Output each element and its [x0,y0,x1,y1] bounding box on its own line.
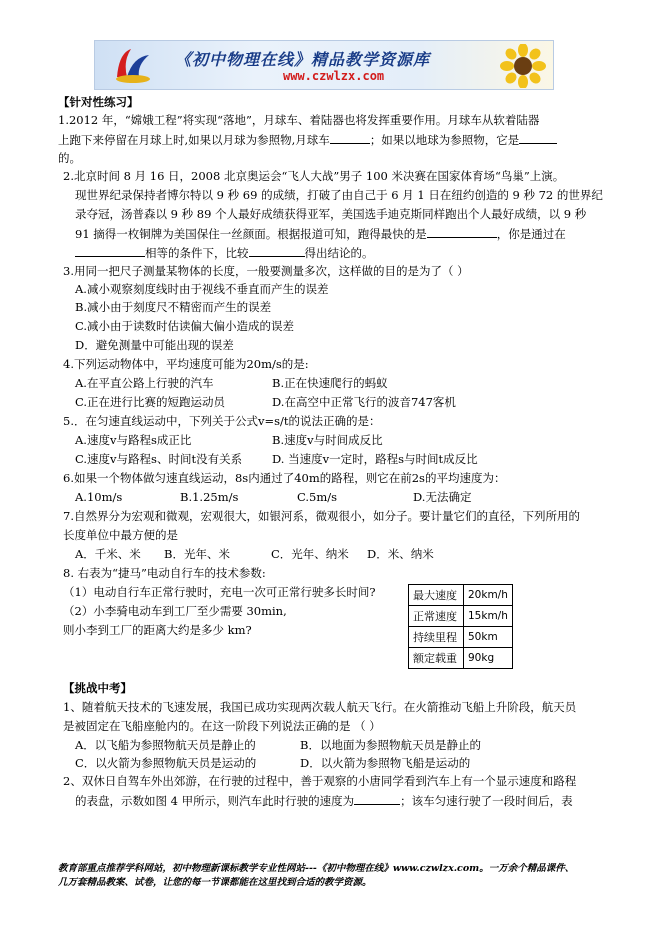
q3-option-b[interactable]: B.减小由于刻度尺不精密而产生的误差 [75,300,272,314]
footer-line2: 几万套精品教案、试卷，让您的每一节课都能在这里找到合适的教学资源。 [58,877,372,888]
q1-answer-blank-1[interactable] [330,131,370,144]
q6-option-a[interactable]: A.10m/s [75,490,123,504]
header-banner [94,40,554,90]
spec-value: 15km/h [464,606,513,627]
q5-option-a[interactable]: A.速度v与路程s成正比 [75,433,192,447]
c1-option-c[interactable]: C．以火箭为参照物航天员是运动的 [75,756,257,770]
q4-option-d[interactable]: D.在高空中正常飞行的波音747客机 [272,395,456,409]
q2-line5-text-b: 得出结论的。 [304,246,374,260]
table-row [409,648,513,669]
q2-answer-blank-2[interactable] [75,244,145,257]
table-row [409,627,513,648]
section-heading-exam-challenge: 【挑战中考】 [63,681,132,695]
q8-stem: 8. 右表为“捷马”电动自行车的技术参数: [63,566,266,580]
q7-option-b[interactable]: B．光年、米 [164,547,230,561]
q5-option-b[interactable]: B.速度v与时间成反比 [272,433,383,447]
q7-line1: 7.自然界分为宏观和微观，宏观很大，如银河系，微观很小，如分子。要计量它们的直径，下列所用的 [63,509,580,523]
c1-option-a[interactable]: A．以飞船为参照物航天员是静止的 [75,738,256,752]
q4-stem: 4.下列运动物体中，平均速度可能为20m/s的是: [63,357,309,371]
q7-option-a[interactable]: A．千米、米 [75,547,141,561]
q2-line1: 2.北京时间 8 月 16 日，2008 北京奥运会“飞人大战”男子 100 米决赛在国家体育场“鸟巢”上演。 [63,169,565,183]
c2-line1: 2、双休日自驾车外出郊游，在行驶的过程中，善于观察的小唐同学看到汽车上有一个显示速度和路程 [63,774,577,788]
banner-title: 《初中物理在线》精品教学资源库 [175,50,431,69]
q2-line5 [75,244,374,261]
q6-option-c[interactable]: C.5m/s [297,490,338,504]
q3-stem: 3.用同一把尺子测量某物体的长度，一般要测量多次，这样做的目的是为了（ ） [63,264,469,278]
q3-option-d[interactable]: D．避免测量中可能出现的误差 [75,338,234,352]
q6-option-d[interactable]: D.无法确定 [413,490,472,504]
spec-key: 持续里程 [409,627,464,648]
q1-answer-blank-2[interactable] [519,131,557,144]
table-row [409,585,513,606]
q2-line5-text-a: 相等的条件下，比较 [145,246,249,260]
c1-option-d[interactable]: D．以火箭为参照物飞船是运动的 [300,756,471,770]
q5-option-d[interactable]: D. 当速度v一定时，路程s与时间t成反比 [272,452,478,466]
q2-answer-blank-1[interactable] [427,225,497,238]
spec-value: 20km/h [464,585,513,606]
spec-value: 90kg [464,648,513,669]
c1-line2: 是被固定在飞船座舱内的。在这一阶段下列说法正确的是 （ ） [63,719,381,733]
q1-line2-text-b: ；如果以地球为参照物，它是 [369,133,520,147]
q2-line4-text-b: ，你是通过在 [496,227,566,241]
c2-line2-text-b: ；该车匀速行驶了一段时间后，表 [400,794,573,808]
q2-line4-text-a: 91 摘得一枚铜牌为美国保住一丝颜面。根据报道可知，跑得最快的是 [75,227,427,241]
q2-line2: 现世界纪录保持者博尔特以 9 秒 69 的成绩，打破了由自己于 6 月 1 日在纽约创造的 9 秒 72 的世界纪 [75,188,603,202]
sunflower-icon [499,44,547,88]
q8-sub3: 则小李到工厂的距离大约是多少 km? [63,623,252,637]
q6-stem: 6.如果一个物体做匀速直线运动，8s内通过了40m的路程，则它在前2s的平均速度为： [63,471,506,485]
q1-line3: 的。 [58,151,81,165]
q6-option-b[interactable]: B.1.25m/s [180,490,239,504]
q4-option-b[interactable]: B.正在快速爬行的蚂蚁 [272,376,388,390]
spec-key: 最大速度 [409,585,464,606]
q1-line1: 1.2012 年，“嫦娥工程”将实现“落地”，月球车、着陆器也将发挥重要作用。月球车从软着陆器 [58,113,540,127]
c2-line2-text-a: 的表盘，示数如图 4 甲所示，则汽车此时行驶的速度为 [75,794,355,808]
q1-line2 [58,131,557,148]
table-row [409,606,513,627]
q7-option-d[interactable]: D．米、纳米 [367,547,434,561]
spec-key: 额定载重 [409,648,464,669]
q5-stem: 5.．在匀速直线运动中，下列关于公式v=s/t的说法正确的是： [63,414,381,428]
q2-line3: 录夺冠，汤普森以 9 秒 89 个人最好成绩获得亚军，美国选手迪克斯同样跑出个人最好成绩，以 9 秒 [75,207,587,221]
q2-answer-blank-3[interactable] [249,244,305,257]
ebike-spec-table [408,584,513,669]
site-logo-icon [113,47,153,85]
spec-key: 正常速度 [409,606,464,627]
spec-value: 50km [464,627,513,648]
q1-line2-text-a: 上跑下来停留在月球上时,如果以月球为参照物,月球车 [58,133,330,147]
section-heading-practice: 【针对性练习】 [58,95,139,109]
q3-option-c[interactable]: C.减小由于读数时估读偏大偏小造成的误差 [75,319,295,333]
banner-url[interactable]: www.czwlzx.com [283,69,385,83]
c2-line2 [75,792,573,809]
q8-sub1: （1）电动自行车正常行驶时，充电一次可正常行驶多长时间? [63,585,376,599]
footer-line1: 教育部重点推荐学科网站，初中物理新课标教学专业性网站---《初中物理在线》www.czwlzx.com。一万余个精品课件、 [58,863,575,874]
page-footer [58,862,618,890]
c2-answer-blank-1[interactable] [354,792,400,805]
q4-option-a[interactable]: A.在平直公路上行驶的汽车 [75,376,214,390]
q8-sub2: （2）小李骑电动车到工厂至少需要 30min, [63,604,287,618]
q4-option-c[interactable]: C.正在进行比赛的短跑运动员 [75,395,226,409]
q7-line2: 长度单位中最方便的是 [63,528,178,542]
q5-option-c[interactable]: C.速度v与路程s、时间t没有关系 [75,452,243,466]
q7-option-c[interactable]: C．光年、纳米 [271,547,349,561]
q3-option-a[interactable]: A.减小观察刻度线时由于视线不垂直而产生的误差 [75,282,329,296]
c1-option-b[interactable]: B．以地面为参照物航天员是静止的 [300,738,481,752]
q2-line4 [75,225,566,242]
c1-line1: 1、随着航天技术的飞速发展，我国已成功实现两次载人航天飞行。在火箭推动飞船上升阶段，航天员 [63,700,577,714]
